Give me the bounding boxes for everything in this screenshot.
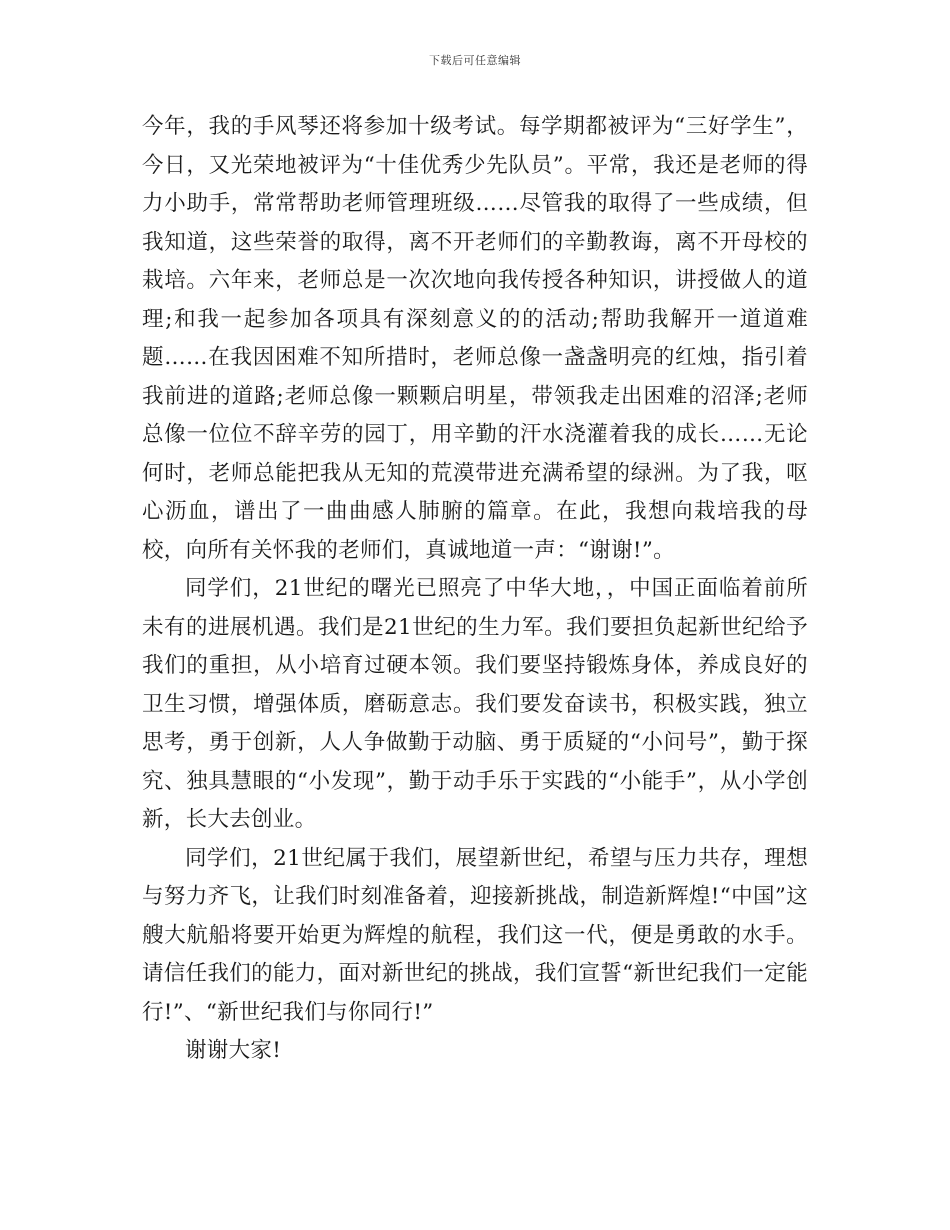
document-body bbox=[142, 108, 808, 1071]
paragraph-1: 今年，我的手风琴还将参加十级考试。每学期都被评为“三好学生”，今日，又光荣地被评为“十佳优秀少先队员”。平常，我还是老师的得力小助手，常常帮助老师管理班级……尽管我的取得了一些成绩，但我知道，这些荣誉的取得，离不开老师们的辛勤教诲，离不开母校的栽培。六年来，老师总是一次次地向我传授各种知识，讲授做人的道理;和我一起参加各项具有深刻意义的的活动;帮助我解开一道道难题……在我因困难不知所措时，老师总像一盏盏明亮的红烛，指引着我前进的道路;老师总像一颗颗启明星，带领我走出困难的沼泽;老师总像一位位不辞辛劳的园丁，用辛勤的汗水浇灌着我的成长……无论何时，老师总能把我从无知的荒漠带进充满希望的绿洲。为了我，呕心沥血，谱出了一曲曲感人肺腑的篇章。在此，我想向栽培我的母校，向所有关怀我的老师们，真诚地道一声：“谢谢!”。 bbox=[142, 114, 808, 563]
paragraph-3: 同学们，21世纪属于我们，展望新世纪，希望与压力共存，理想与努力齐飞，让我们时刻准备着，迎接新挑战，制造新辉煌!“中国”这艘大航船将要开始更为辉煌的航程，我们这一代，便是勇敢的水手。请信任我们的能力，面对新世纪的挑战，我们宣誓“新世纪我们一定能行!”、“新世纪我们与你同行!” bbox=[142, 845, 808, 1025]
page-header: 下载后可任意编辑 bbox=[429, 54, 521, 67]
paragraph-4: 谢谢大家! bbox=[185, 1038, 282, 1063]
paragraph-2: 同学们，21世纪的曙光已照亮了中华大地，，中国正面临着前所未有的进展机遇。我们是21世纪的生力军。我们要担负起新世纪给予我们的重担，从小培育过硬本领。我们要坚持锻炼身体，养成良好的卫生习惯，增强体质，磨砺意志。我们要发奋读书，积极实践，独立思考，勇于创新，人人争做勤于动脑、勇于质疑的“小问号”，勤于探究、独具慧眼的“小发现”，勤于动手乐于实践的“小能手”，从小学创新，长大去创业。 bbox=[142, 576, 808, 832]
